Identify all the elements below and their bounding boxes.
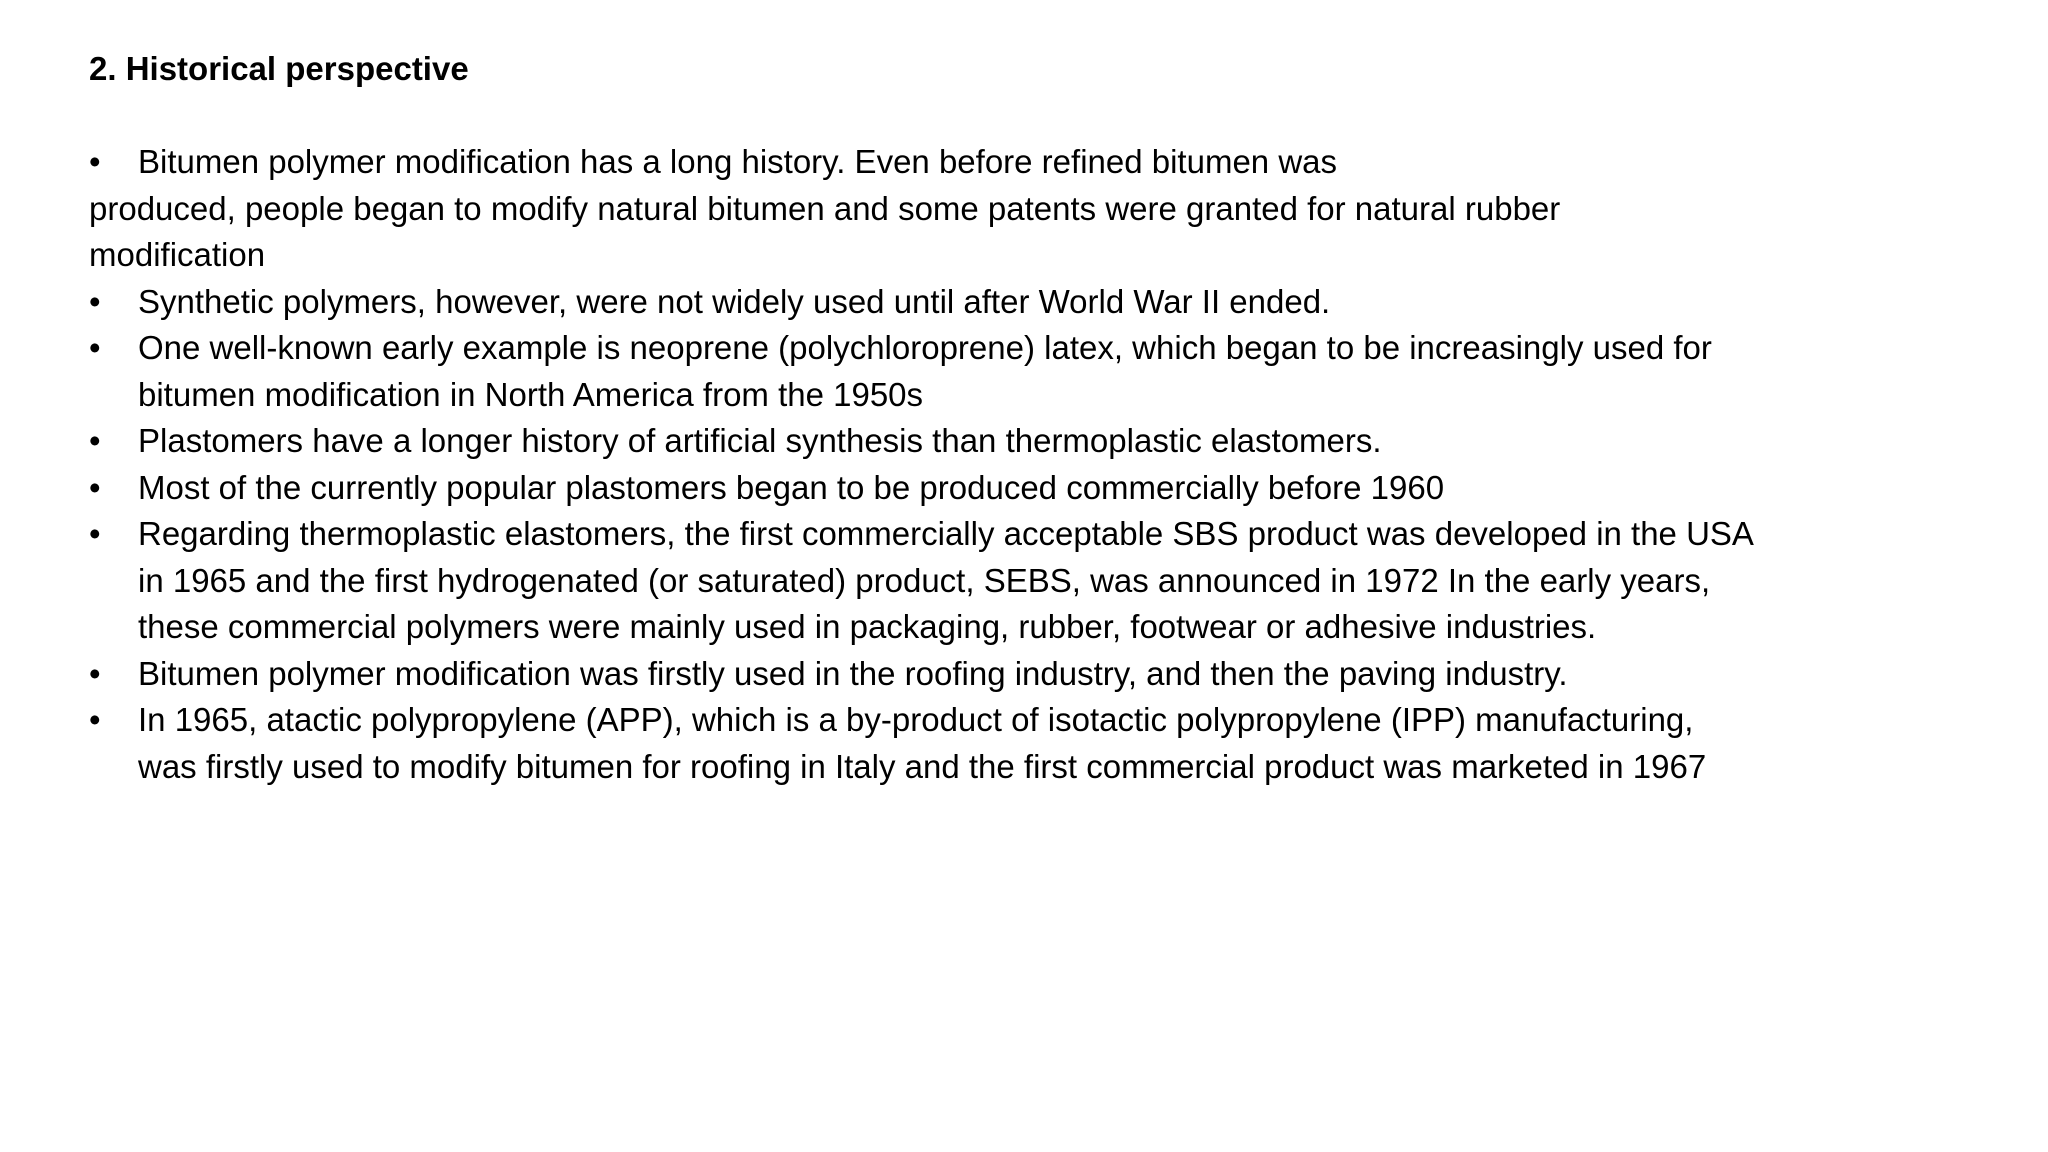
list-item bbox=[89, 139, 1969, 279]
bullet-list bbox=[89, 139, 1969, 790]
list-item bbox=[89, 325, 1969, 418]
bullet-marker: • bbox=[89, 422, 101, 459]
bullet-text: Synthetic polymers, however, were not widely used until after World War II ended. bbox=[138, 282, 1331, 320]
bullet-marker: • bbox=[89, 468, 101, 506]
list-item bbox=[89, 511, 1969, 651]
bullet-marker: • bbox=[89, 282, 101, 320]
list-item bbox=[89, 465, 1969, 512]
bullet-text: One well-known early example is neoprene (polychloroprene) latex, which began to be increasingly used for bitumen modification in North America from the 1950s bbox=[138, 329, 1712, 413]
bullet-text: Most of the currently popular plastomers began to be produced commercially before 1960 bbox=[138, 468, 1445, 506]
list-item bbox=[89, 418, 1969, 465]
bullet-marker: • bbox=[89, 701, 101, 738]
bullet-text: Bitumen polymer modification has a long history. Even before refined bitumen was produced, people began to modify natural bitumen and some patents were granted for natural rubber modification bbox=[89, 143, 1561, 273]
bullet-text: Regarding thermoplastic elastomers, the first commercially acceptable SBS product was developed in the USA in 1965 and the first hydrogenated (or saturated) product, SEBS, was announced in 1972 In the early years, these commercial polymers were mainly used in packaging, rubber, footwear or adhesive industries. bbox=[138, 515, 1754, 645]
slide-title: 2. Historical perspective bbox=[89, 50, 469, 87]
bullet-marker: • bbox=[89, 329, 101, 366]
bullet-text: Bitumen polymer modification was firstly used in the roofing industry, and then the paving industry. bbox=[138, 654, 1568, 692]
list-item bbox=[89, 651, 1969, 698]
bullet-marker: • bbox=[89, 515, 101, 552]
list-item bbox=[89, 697, 1969, 790]
bullet-text: Plastomers have a longer history of artificial synthesis than thermoplastic elastomers. bbox=[138, 422, 1382, 459]
bullet-text: In 1965, atactic polypropylene (APP), which is a by-product of isotactic polypropylene (IPP) manufacturing, was firstly used to modify bitumen for roofing in Italy and the first commercial product was marketed in 1967 bbox=[138, 701, 1707, 785]
list-item bbox=[89, 279, 1969, 326]
bullet-marker: • bbox=[89, 654, 101, 692]
bullet-marker: • bbox=[89, 143, 101, 180]
